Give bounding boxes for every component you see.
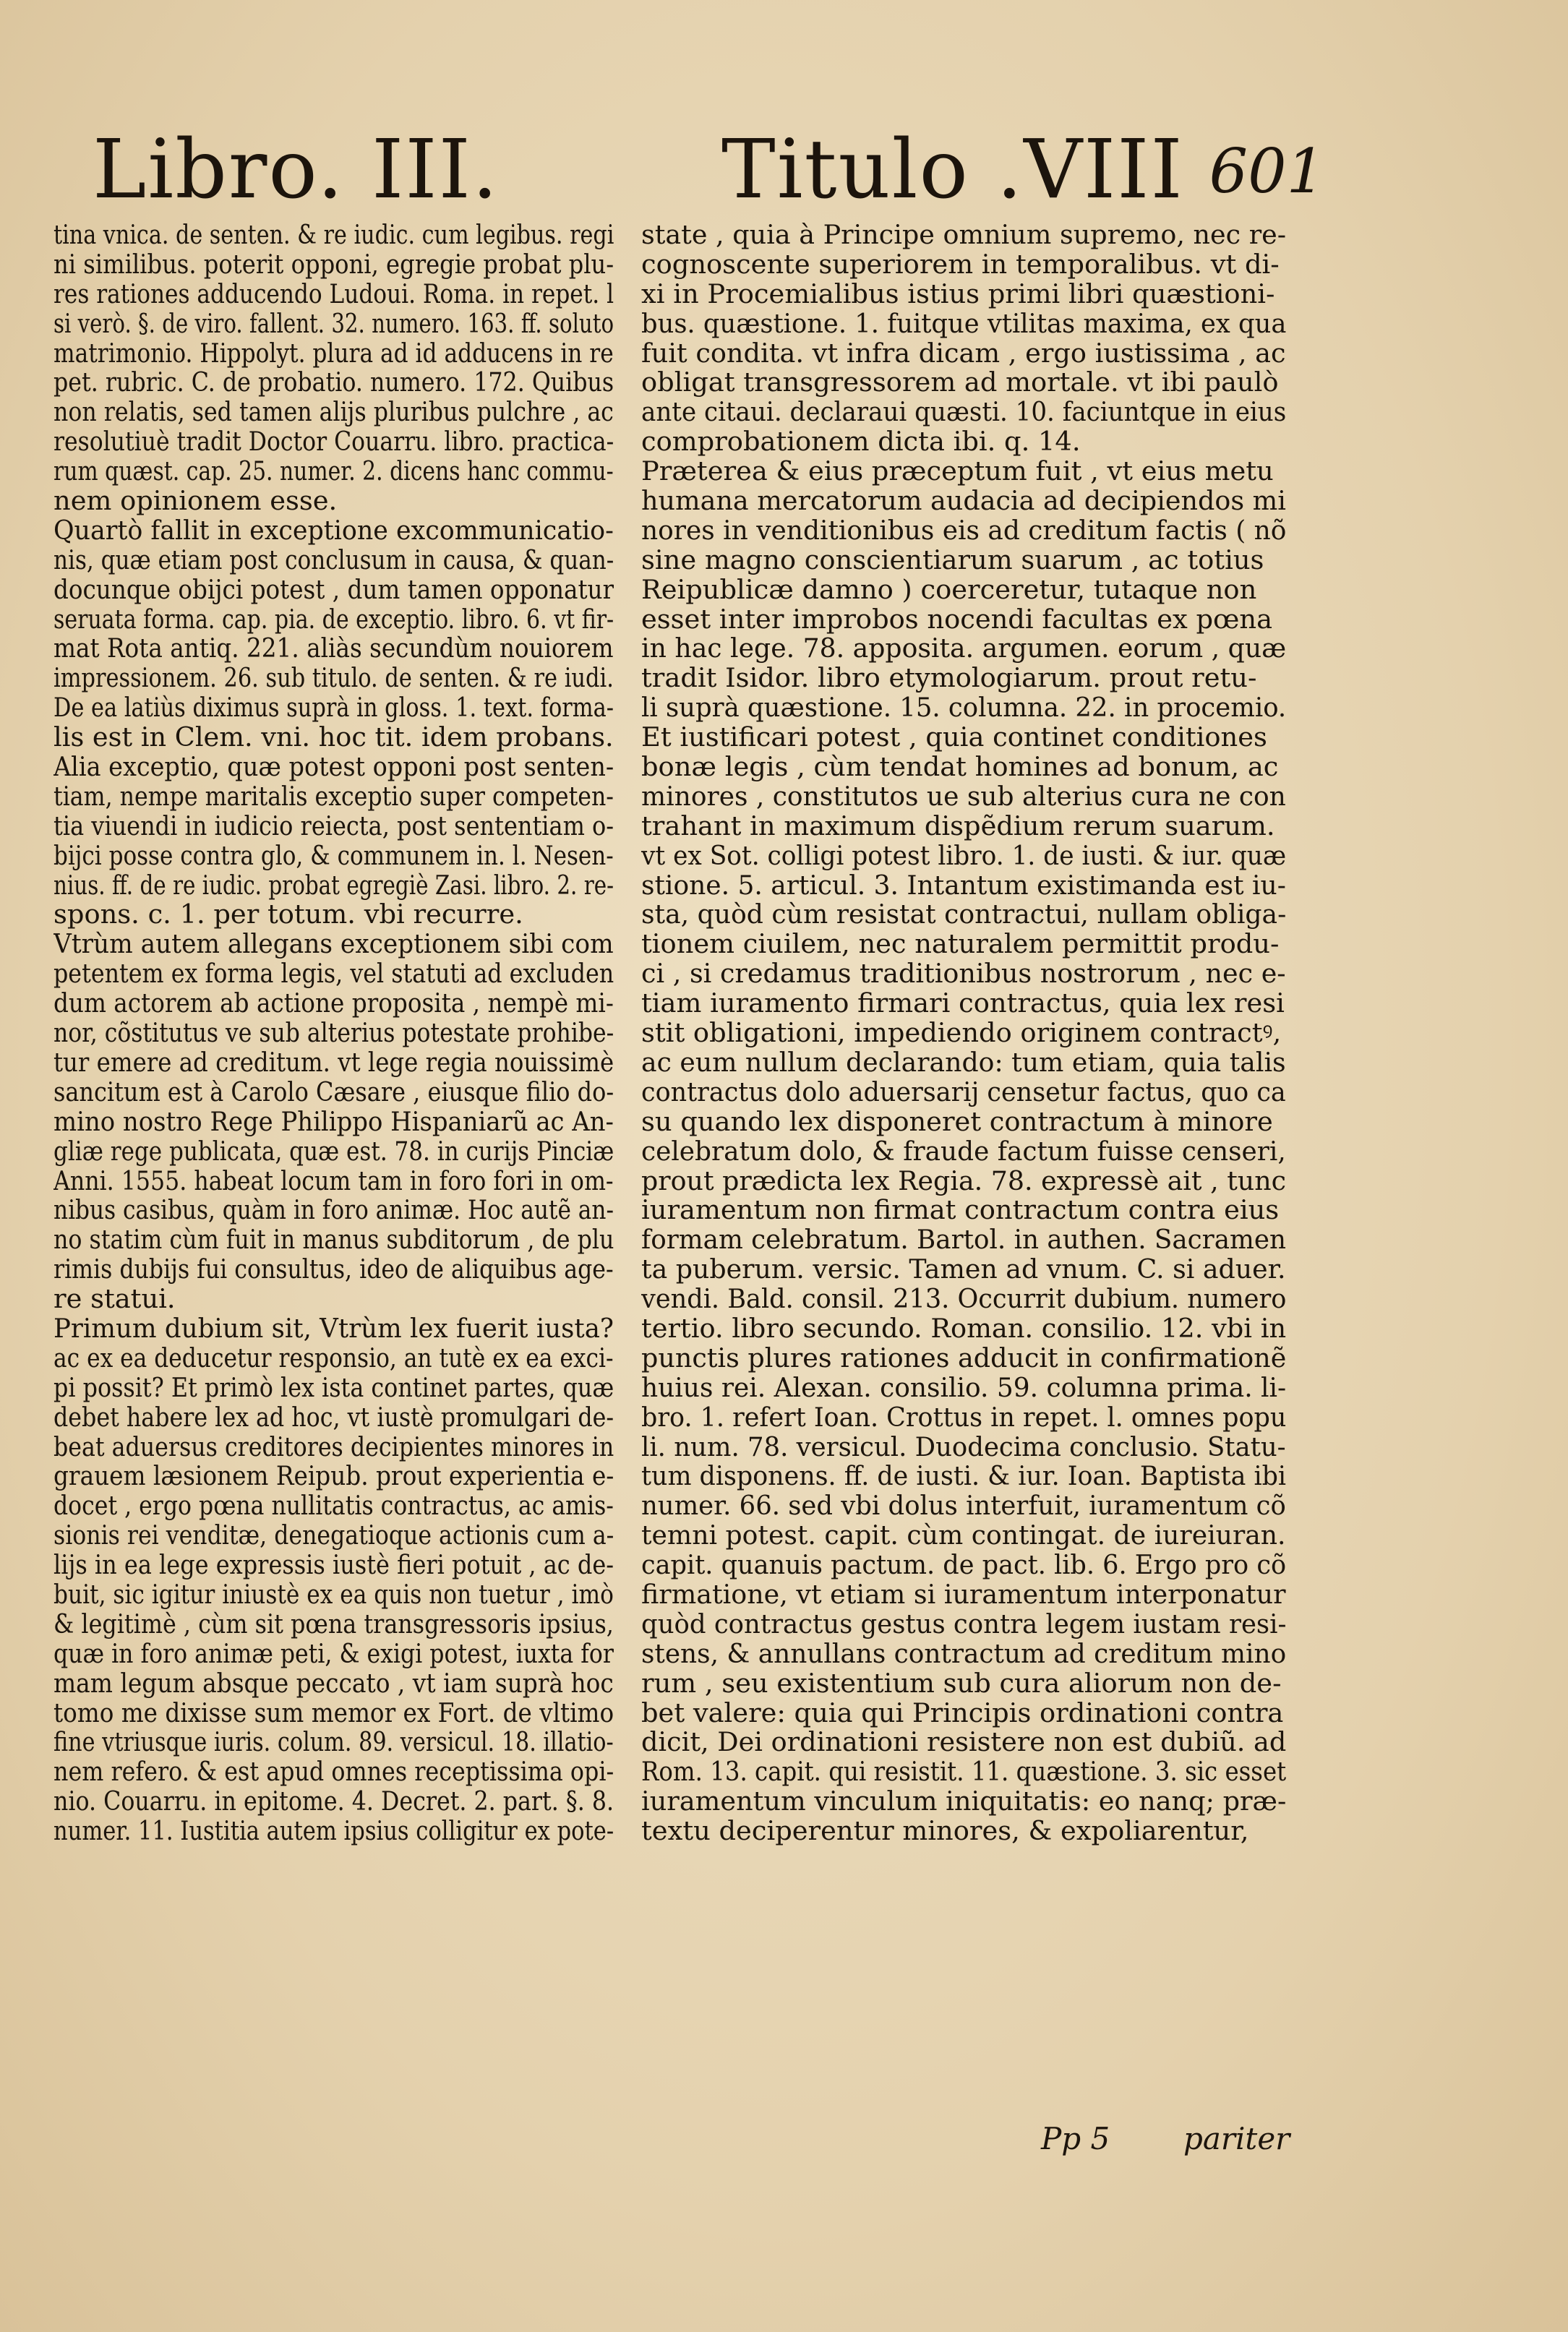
text-line: rimis dubijs fui consultus, ideo de aliquibus age- [53,1255,614,1285]
text-line: lijs in ea lege expressis iustè fieri potuit , ac de- [53,1551,614,1580]
text-line: fuit condita. vt infra dicam , ergo iustissima , ac [641,338,1286,369]
text-line: matrimonio. Hippolyt. plura ad id adducens in re [53,338,614,369]
text-line: Alia exceptio, quæ potest opponi post senten- [53,753,614,782]
text-line: ac eum nullum declarando: tum etiam, quia talis [641,1047,1286,1078]
text-line: quæ in foro animæ peti, & exigi potest, iuxta for [53,1639,614,1669]
text-line: capit. quanuis pactum. de pact. lib. 6. Ergo pro cõ [641,1551,1286,1580]
text-line: state , quia à Principe omnium supremo, nec re- [641,220,1286,250]
text-line: ni similibus. poterit opponi, egregie probat plu- [53,249,614,280]
text-line: tiam, nempe maritalis exceptio super competen- [53,781,614,812]
text-line: Rom. 13. capit. qui resistit. 11. quæstione. 3. sic esset [641,1757,1286,1788]
page-number: 601 [1209,136,1325,207]
text-line: fine vtriusque iuris. colum. 89. versicul. 18. illatio- [53,1728,614,1758]
text-line: rum quæst. cap. 25. numer. 2. dicens hanc commu- [53,457,614,487]
text-line: rum , seu existentium sub cura aliorum non de- [641,1668,1282,1699]
text-line: Anni. 1555. habeat locum tam in foro fori in om- [53,1166,614,1196]
text-line: nis, quæ etiam post conclusum in causa, & quan- [53,545,614,575]
text-line: impressionem. 26. sub titulo. de senten. & re iudi. [53,664,614,694]
text-line: nor, cõstitutus ve sub alterius potestate prohibe- [53,1019,614,1048]
text-line: bro. 1. refert Ioan. Crottus in repet. l. omnes popu [641,1402,1286,1433]
text-line: De ea latiùs diximus suprà in gloss. 1. text. forma- [53,693,614,724]
text-line: non relatis, sed tamen alijs pluribus pulchre , ac [53,398,614,428]
running-head [93,123,1325,217]
text-line: tina vnica. de senten. & re iudic. cum legibus. regi [53,220,614,250]
left-text-column [53,220,614,1846]
text-line: sionis rei venditæ, denegatioque actionis cum a- [53,1521,614,1551]
text-line: tradit Isidor. libro etymologiarum. prout retu- [641,664,1257,694]
text-line: si verò. §. de viro. fallent. 32. numero. 163. ff. soluto [53,309,614,339]
text-line: temni potest. capit. cùm contingat. de iureiuran. [641,1521,1286,1551]
text-line: trahant in maximum dispẽdium rerum suarum. [641,811,1275,841]
text-line: Quartò fallit in exceptione excommunicatio- [53,515,614,546]
text-line: ante citaui. declaraui quæsti. 10. faciuntque in eius [641,398,1286,428]
text-line: vt ex Sot. colligi potest libro. 1. de iusti. & iur. quæ [641,841,1286,871]
text-line: nem refero. & est apud omnes receptissima opi- [53,1757,614,1788]
text-line: textu deciperentur minores, & expoliarentur, [641,1817,1249,1846]
text-line: lis est in Clem. vni. hoc tit. idem probans. [53,723,614,753]
text-line: su quando lex disponeret contractum à minore [641,1107,1273,1137]
text-line: resolutiuè tradit Doctor Couarru. libro. practica- [53,427,614,458]
text-line: stit obligationi, impediendo originem contractꝰ, [641,1019,1282,1048]
text-line: gliæ rege publicata, quæ est. 78. in curijs Pinciæ [53,1136,614,1167]
text-line: tionem ciuilem, nec naturalem permittit produ- [641,930,1280,960]
text-line: docunque obijci potest , dum tamen opponatur [53,575,614,605]
text-line: spons. c. 1. per totum. vbi recurre. [53,900,523,930]
text-line: cognoscente superiorem in temporalibus. vt di- [641,249,1280,280]
signature-mark: Pp 5 [1041,2121,1110,2156]
text-line: Et iustificari potest , quia continet conditiones [641,723,1267,753]
text-line: & legitimè , cùm sit pœna transgressoris ipsius, [53,1609,614,1639]
text-line: seruata forma. cap. pia. de exceptio. libro. 6. vt fir- [53,604,614,635]
text-line: debet habere lex ad hoc, vt iustè promulgari de- [53,1402,614,1433]
text-line: vendi. Bald. consil. 213. Occurrit dubium. numero [641,1285,1286,1314]
text-line: punctis plures rationes adducit in confirmationẽ [641,1343,1286,1373]
text-line: tur emere ad creditum. vt lege regia nouissimè [53,1047,614,1078]
text-line: firmatione, vt etiam si iuramentum interponatur [641,1579,1286,1610]
text-line: beat aduersus creditores decipientes minores in [53,1432,614,1462]
text-line: Præterea & eius præceptum fuit , vt eius metu [641,457,1274,487]
text-line: tertio. libro secundo. Roman. consilio. 12. vbi in [641,1313,1286,1344]
text-line: iuramentum vinculum iniquitatis: eo nanq; præ- [641,1787,1286,1817]
text-line: li suprà quæstione. 15. columna. 22. in procemio. [641,693,1286,724]
text-line: huius rei. Alexan. consilio. 59. columna prima. li- [641,1373,1286,1403]
text-line: nibus casibus, quàm in foro animæ. Hoc autẽ an- [53,1196,614,1226]
text-line: mam legum absque peccato , vt iam suprà hoc [53,1668,614,1699]
text-line: xi in Procemialibus istius primi libri quæstioni- [641,279,1275,309]
text-line: res rationes adducendo Ludoui. Roma. in repet. l [53,279,614,309]
text-line: petentem ex forma legis, vel statuti ad excluden [53,959,614,990]
title-label: Titulo .VIII [721,123,1184,217]
text-line: tiam iuramento firmari contractus, quia lex resi [641,989,1285,1019]
text-line: numer. 66. sed vbi dolus interfuit, iuramentum cõ [641,1491,1286,1522]
text-line: bet valere: quia qui Principis ordinationi contra [641,1698,1284,1728]
text-line: re statui. [53,1285,176,1314]
text-line: bijci posse contra glo, & communem in. l. Nesen- [53,841,614,871]
text-line: Reipublicæ damno ) coerceretur, tutaque non [641,575,1257,605]
text-line: humana mercatorum audacia ad decipiendos mi [641,486,1286,516]
text-line: pet. rubric. C. de probatio. numero. 172. Quibus [53,368,614,398]
text-line: dicit, Dei ordinationi resistere non est dubiũ. ad [641,1728,1286,1758]
text-line: ci , si credamus traditionibus nostrorum , nec e- [641,959,1286,990]
text-line: in hac lege. 78. apposita. argumen. eorum , quæ [641,634,1286,664]
text-line: mino nostro Rege Philippo Hispaniarũ ac An- [53,1107,614,1137]
text-line: dum actorem ab actione proposita , nempè mi- [53,989,614,1019]
text-line: li. num. 78. versicul. Duodecima conclusio. Statu- [641,1432,1286,1462]
page-footer [0,2121,1568,2164]
text-line: sta, quòd cùm resistat contractui, nullam obliga- [641,900,1286,930]
text-line: quòd contractus gestus contra legem iustam resi- [641,1609,1286,1639]
text-line: buit, sic igitur iniustè ex ea quis non tuetur , imò [53,1579,614,1610]
text-line: iuramentum non firmat contractum contra eius [641,1196,1280,1226]
text-line: contractus dolo aduersarij censetur factus, quo ca [641,1077,1286,1107]
text-line: comprobationem dicta ibi. q. 14. [641,427,1081,458]
text-line: tia viuendi in iudicio reiecta, post sententiam o- [53,811,614,841]
text-line: nio. Couarru. in epitome. 4. Decret. 2. part. §. 8. [53,1787,614,1817]
text-line: sancitum est à Carolo Cæsare , eiusque filio do- [53,1077,614,1107]
text-line: bus. quæstione. 1. fuitque vtilitas maxima, ex qua [641,309,1286,339]
text-line: tomo me dixisse sum memor ex Fort. de vltimo [53,1698,614,1728]
text-line: ac ex ea deducetur responsio, an tutè ex ea exci- [53,1343,614,1373]
book-label: Libro. III. [93,123,500,217]
text-line: mat Rota antiq. 221. aliàs secundùm nouiorem [53,634,614,664]
text-line: tum disponens. ff. de iusti. & iur. Ioan. Baptista ibi [641,1462,1286,1492]
text-line: obligat transgressorem ad mortale. vt ibi paulò [641,368,1279,398]
text-line: nius. ff. de re iudic. probat egregiè Zasi. libro. 2. re- [53,870,614,901]
text-line: numer. 11. Iustitia autem ipsius colligitur ex pote- [53,1817,614,1846]
text-line: minores , constitutos ue sub alterius cura ne con [641,781,1286,812]
text-line: nem opinionem esse. [53,486,338,516]
text-line: Vtrùm autem allegans exceptionem sibi com [53,930,614,960]
text-line: docet , ergo pœna nullitatis contractus, ac amis- [53,1491,614,1522]
text-line: Primum dubium sit, Vtrùm lex fuerit iusta? [53,1313,614,1344]
text-line: no statim cùm fuit in manus subditorum , de plu [53,1225,614,1256]
catchword: pariter [1183,2121,1290,2156]
right-text-column [641,220,1286,1846]
text-line: stione. 5. articul. 3. Intantum existimanda est iu- [641,870,1286,901]
text-line: bonæ legis , cùm tendat homines ad bonum, ac [641,753,1279,782]
text-line: celebratum dolo, & fraude factum fuisse censeri, [641,1136,1286,1167]
text-line: nores in venditionibus eis ad creditum factis ( nõ [641,515,1286,546]
text-line: prout prædicta lex Regia. 78. expressè ait , tunc [641,1166,1286,1196]
text-line: esset inter improbos nocendi facultas ex pœna [641,604,1273,635]
text-line: formam celebratum. Bartol. in authen. Sacramen [641,1225,1286,1256]
text-line: ta puberum. versic. Tamen ad vnum. C. si aduer. [641,1255,1286,1285]
text-line: sine magno conscientiarum suarum , ac totius [641,545,1264,575]
text-line: pi possit? Et primò lex ista continet partes, quæ [53,1373,614,1403]
text-line: grauem læsionem Reipub. prout experientia e- [53,1462,614,1492]
text-line: stens, & annullans contractum ad creditum mino [641,1639,1286,1669]
